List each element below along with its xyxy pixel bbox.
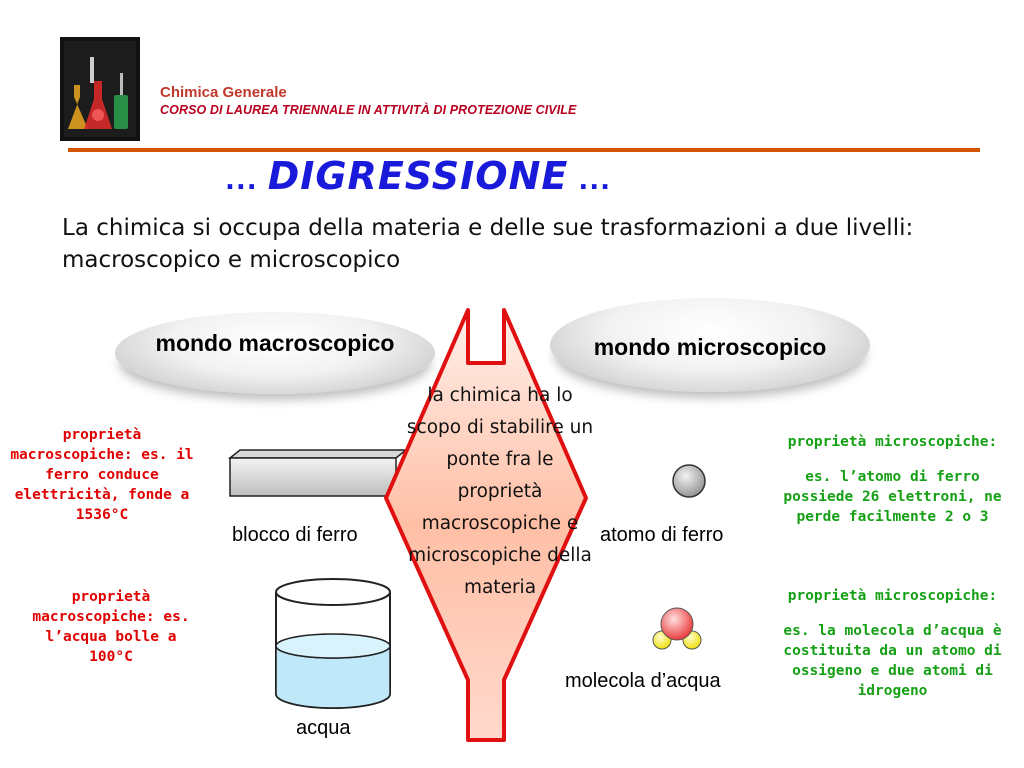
micro-property-water-heading: proprietà microscopiche: (787, 588, 998, 604)
water-beaker-image (272, 576, 394, 712)
micro-world-label: mondo microscopico (593, 333, 827, 360)
course-subtitle: CORSO DI LAUREA TRIENNALE IN ATTIVITÀ DI PROTEZIONE CIVILE (160, 103, 577, 117)
micro-world-oval (550, 298, 870, 392)
title-prefix: ... (225, 166, 268, 196)
macro-world-label: mondo macroscopico (155, 329, 395, 356)
micro-property-water-text: es. la molecola d’acqua è costituita da un atomo di ossigeno e due atomi di idrogeno (783, 623, 1002, 699)
title-suffix: ... (568, 166, 612, 196)
water-molecule-image (648, 604, 708, 656)
course-title: Chimica Generale (160, 84, 287, 101)
iron-block-label: blocco di ferro (232, 524, 358, 546)
bridge-text: la chimica ha lo scopo di stabilire un ponte fra le proprietà macroscopiche e microscopiche della materia (406, 385, 594, 598)
header-divider (68, 148, 980, 152)
iron-atom-image (670, 462, 708, 500)
slide-title (225, 154, 611, 198)
title-text: DIGRESSIONE (267, 154, 569, 198)
chemistry-flasks-logo (60, 37, 140, 141)
macro-property-iron: proprietà macroscopiche: es. il ferro conduce elettricità, fonde a 1536°C (10, 427, 194, 523)
water-molecule-label: molecola d’acqua (565, 670, 721, 692)
iron-atom-label: atomo di ferro (600, 524, 724, 546)
micro-property-iron-text: es. l’atomo di ferro possiede 26 elettroni, ne perde facilmente 2 o 3 (783, 469, 1002, 525)
micro-property-iron-heading: proprietà microscopiche: (787, 434, 998, 450)
macro-property-water: proprietà macroscopiche: es. l’acqua bolle a 100°C (32, 589, 190, 665)
water-label: acqua (296, 717, 351, 739)
intro-paragraph: La chimica si occupa della materia e delle sue trasformazioni a due livelli: macroscopico e microscopico (62, 215, 914, 273)
